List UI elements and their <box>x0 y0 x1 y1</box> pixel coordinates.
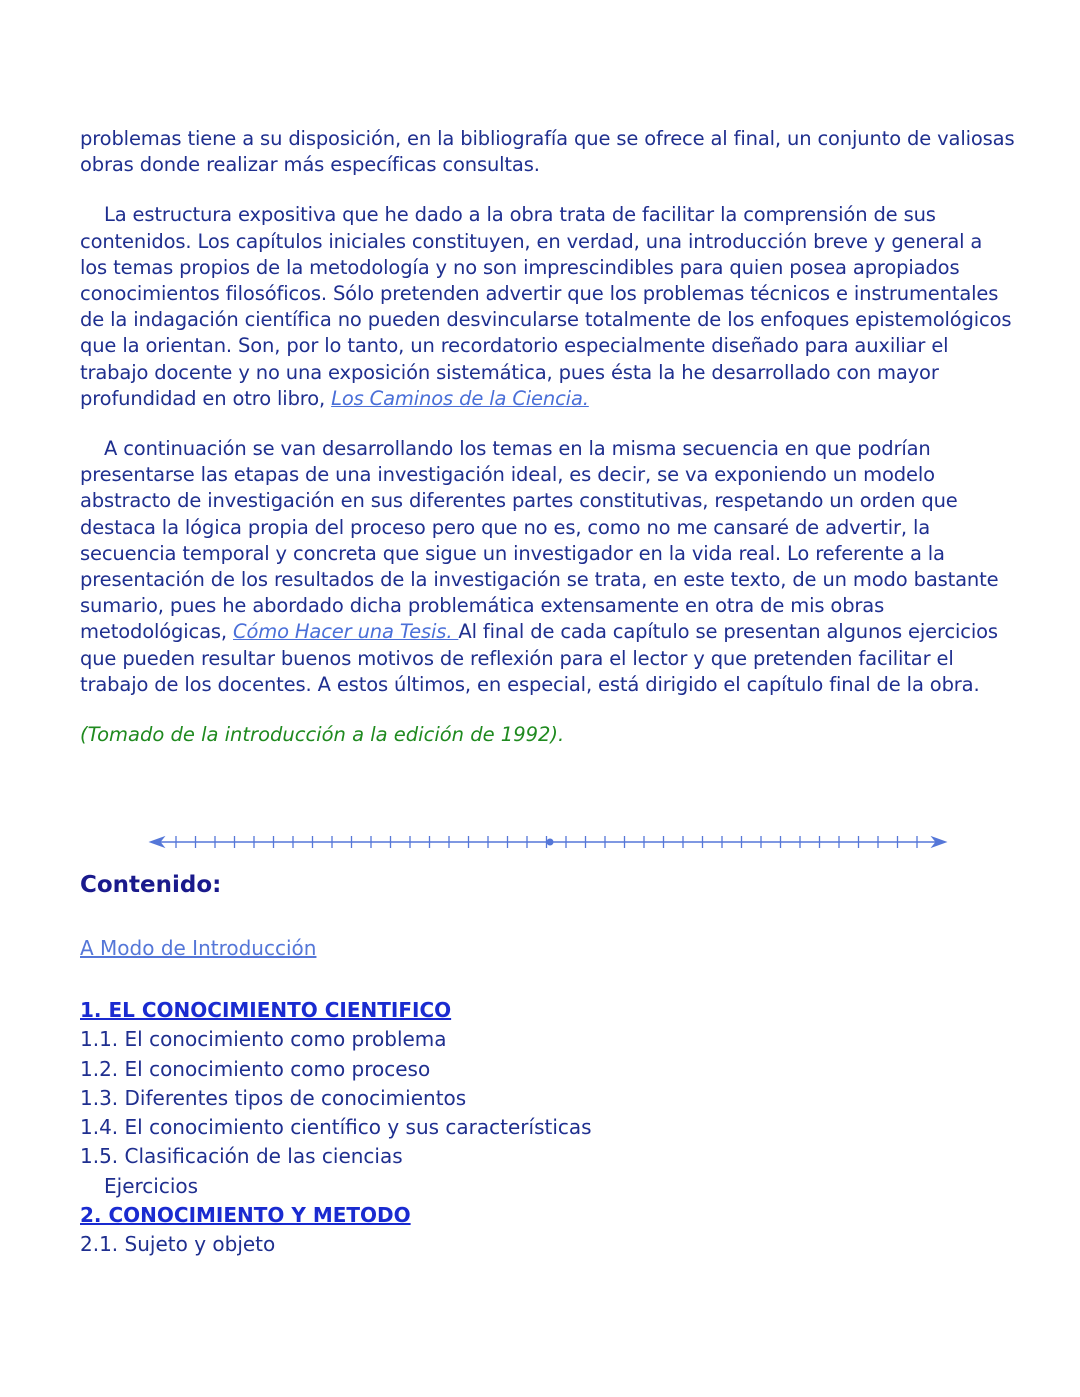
toc-item: 1.5. Clasificación de las ciencias <box>80 1144 403 1169</box>
ruler-divider-icon <box>148 830 948 854</box>
paragraph-3 <box>80 436 1015 698</box>
contents-heading: Contenido: <box>80 872 222 898</box>
toc-item: 1.2. El conocimiento como proceso <box>80 1056 431 1081</box>
toc-item: 1.3. Diferentes tipos de conocimientos <box>80 1085 467 1110</box>
body-text <box>80 126 1015 748</box>
link-a-modo-de-introduccion[interactable]: A Modo de Introducción <box>80 936 317 960</box>
paragraph-1: problemas tiene a su disposición, en la bibliografía que se ofrece al final, un conjunto de valiosas obras donde realizar más específicas consultas. <box>80 127 1015 177</box>
source-note: (Tomado de la introducción a la edición de 1992). <box>80 723 565 747</box>
paragraph-2-text: La estructura expositiva que he dado a la obra trata de facilitar la comprensión de sus contenidos. Los capítulos iniciales constituyen, en verdad, una introducción breve y general a los temas propios de la metodología y no son imprescindibles para quien posea apropiados conocimientos filosóficos. Sólo pretenden advertir que los problemas técnicos e instrumentales de la indagación científica no pueden desvincularse totalmente de los enfoques epistemológicos que la orientan. Son, por lo tanto, un recordatorio especialmente diseñado para auxiliar el trabajo docente y no una exposición sistemática, pues ésta la he desarrollado con mayor profundidad en otro libro, <box>80 203 1012 410</box>
toc-chapter-link[interactable]: 2. CONOCIMIENTO Y METODO <box>80 1203 411 1228</box>
toc-chapter-link[interactable]: 1. EL CONOCIMIENTO CIENTIFICO <box>80 998 452 1022</box>
toc-item: 1.4. El conocimiento científico y sus características <box>80 1115 592 1140</box>
link-los-caminos-de-la-ciencia[interactable]: Los Caminos de la Ciencia. <box>331 386 589 410</box>
toc-chapter <box>80 996 980 1025</box>
paragraph-3-text-b: Al final de cada capítulo se presentan algunos ejercicios que pueden resultar buenos motivos de reflexión para el lector y que pretenden facilitar el trabajo de los docentes. A estos últimos, en especial, está dirigido el capítulo final de la obra. <box>80 620 998 696</box>
paragraph-2 <box>80 202 1015 412</box>
paragraph-3-text-a: A continuación se van desarrollando los temas en la misma secuencia en que podrían presentarse las etapas de una investigación ideal, es decir, se va exponiendo un modelo abstracto de investigación en sus diferentes partes constitutivas, respetando un orden que destaca la lógica propia del proceso pero que no es, como no me cansaré de advertir, la secuencia temporal y concreta que sigue un investigador en la vida real. Lo referente a la presentación de los resultados de la investigación se trata, en este texto, de un modo bastante sumario, pues he abordado dicha problemática extensamente en otra de mis obras metodológicas, <box>80 437 999 644</box>
link-como-hacer-una-tesis[interactable]: Cómo Hacer una Tesis. <box>233 620 459 644</box>
table-of-contents <box>80 996 980 1260</box>
toc-chapter <box>80 1201 980 1230</box>
toc-item: 2.1. Sujeto y objeto <box>80 1232 276 1257</box>
toc-item: 1.1. El conocimiento como problema <box>80 1027 447 1052</box>
toc-item: Ejercicios <box>104 1173 199 1198</box>
